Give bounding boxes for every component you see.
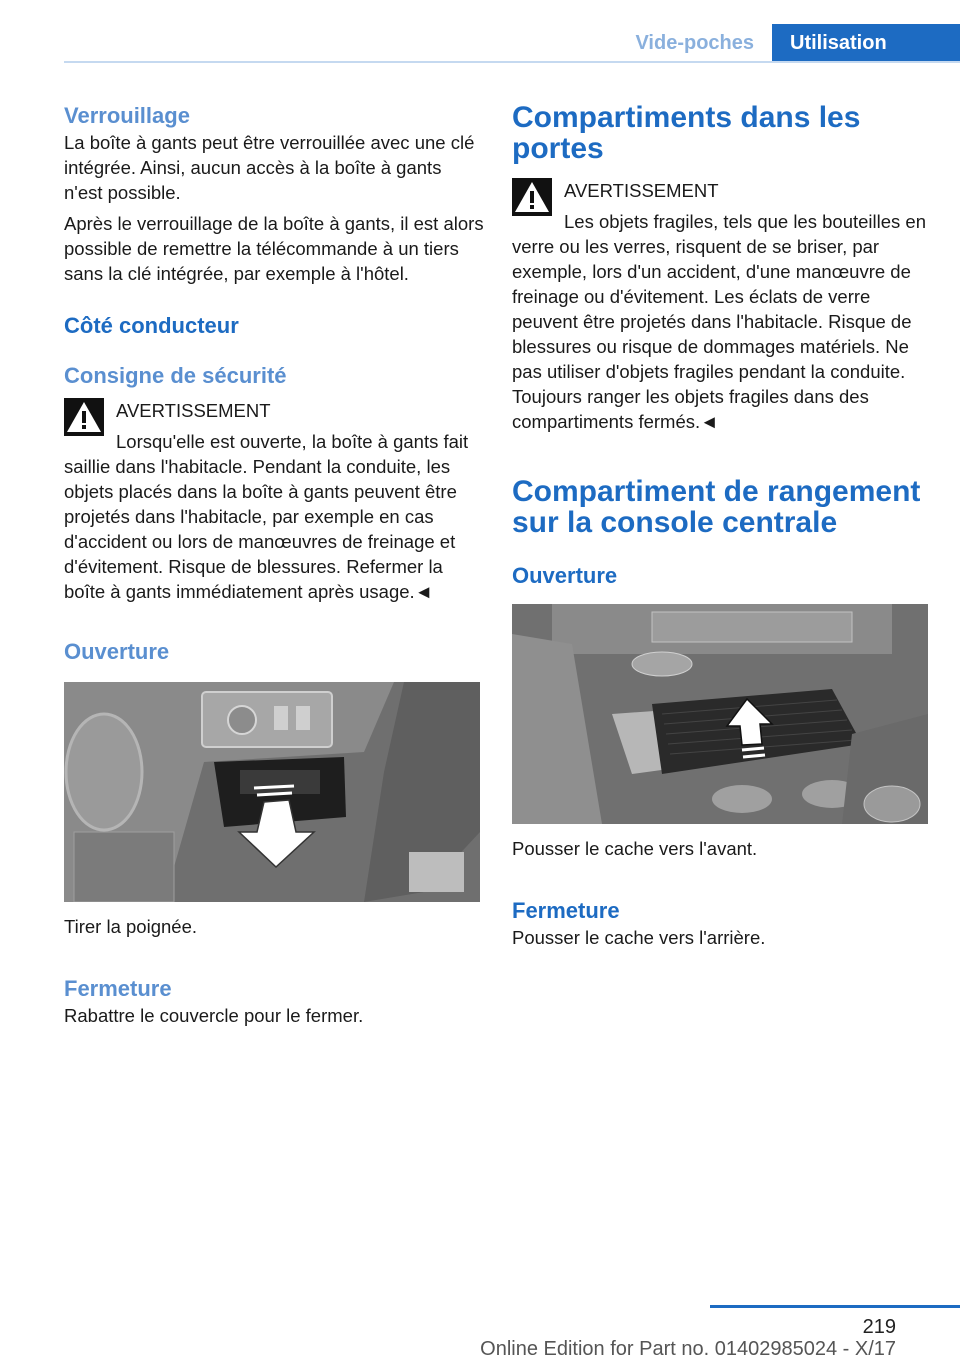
ouverture-heading-left: Ouverture [64,639,170,664]
warning-text: Lorsqu'elle est ouverte, la boîte à gants fait saillie dans l'habitacle. Pendant la conduite, les objets placés dans la boîte à gants peuvent être projetés dans l'habitacle, par exemple en cas d'accident ou lors de manœuvres de freinage et d'évitement. Risque de blessures. Refermer la boîte à gants immédiatement après usage.◄ [64,431,469,602]
ouverture-caption-left: Tirer la poignée. [64,916,197,937]
verrouillage-paragraph-2: Après le verrouillage de la boîte à gants, il est alors possible de remettre la télécommande à un tiers sans la clé intégrée, par exemple à l'hôtel. [64,213,484,284]
verrouillage-heading: Verrouillage [64,103,190,128]
warning-text: Les objets fragiles, tels que les bouteilles en verre ou les verres, risquent de se briser, par exemple, lors d'un accident, d'une manœuvre de freinage ou d'évitement. Les éclats de verre peuvent être projetés dans l'habitacle. Risque de blessures ou risque de dommages matériels. Ne pas utiliser d'objets fragiles pendant la conduite. Toujours ranger les objets fragiles dans des compartiments fermés.◄ [512,211,926,432]
header-divider [64,61,960,63]
ouverture-heading-right: Ouverture [512,563,618,588]
console-heading: Compartiment de rangement sur la console centrale [512,475,921,539]
fermeture-heading-left: Fermeture [64,976,172,1001]
warning-label: AVERTISSEMENT [564,180,719,201]
warning-block-right [512,178,932,434]
warning-label: AVERTISSEMENT [116,400,271,421]
consigne-heading: Consigne de sécurité [64,363,287,388]
warning-icon [512,178,552,216]
console-illustration [512,604,928,824]
warning-icon [64,398,104,436]
edition-note: Online Edition for Part no. 01402985024 - X/17 [480,1338,896,1360]
chapter-tab: Utilisation [772,24,960,62]
cote-conducteur-heading: Côté conducteur [64,313,239,338]
warning-block-left [64,398,484,604]
ouverture-caption-right: Pousser le cache vers l'avant. [512,838,758,859]
right-column [512,102,932,950]
left-column [64,102,484,1028]
fermeture-text-right: Pousser le cache vers l'arrière. [512,927,766,948]
glovebox-illustration [64,682,480,902]
page-header [617,24,960,62]
portes-heading: Compartiments dans les portes [512,101,861,165]
verrouillage-paragraph-1: La boîte à gants peut être verrouillée avec une clé intégrée. Ainsi, aucun accès à la boîte à gants n'est possible. [64,132,475,203]
fermeture-text-left: Rabattre le couvercle pour le fermer. [64,1005,364,1026]
fermeture-heading-right: Fermeture [512,898,620,923]
page-number: 219 [862,1316,896,1338]
footer-divider [710,1305,960,1308]
section-title: Vide-poches [635,32,754,54]
